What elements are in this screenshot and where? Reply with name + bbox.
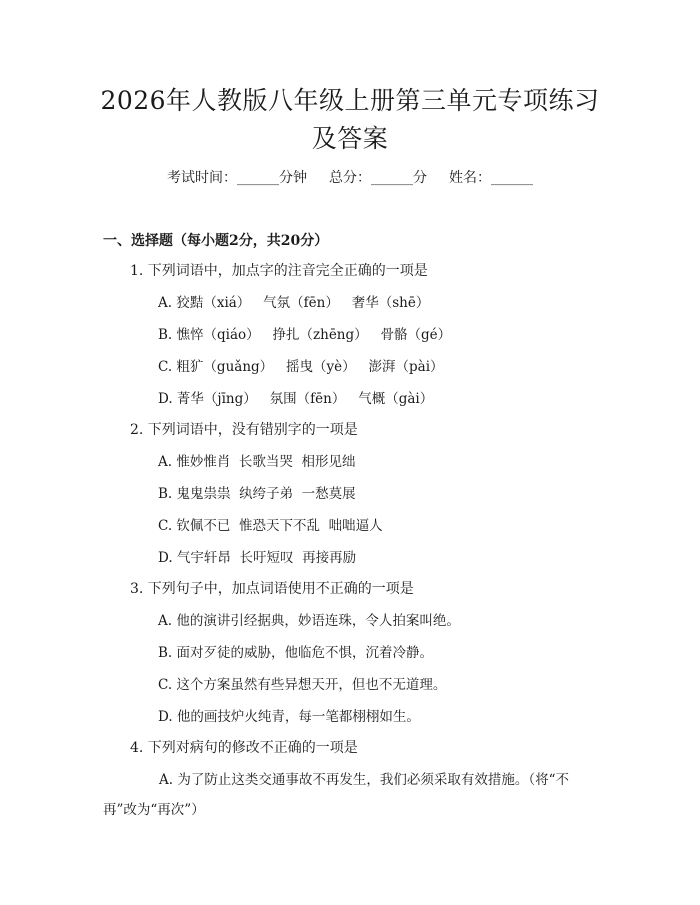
question-2-option-c: C. 钦佩不已 惟恐天下不乱 咄咄逼人 xyxy=(158,518,383,534)
question-1-stem: 1. 下列词语中，加点字的注音完全正确的一项是 xyxy=(130,263,428,279)
question-2-option-d: D. 气宇轩昂 长吁短叹 再接再励 xyxy=(158,550,357,566)
document-title xyxy=(0,82,700,158)
question-2-stem: 2. 下列词语中，没有错别字的一项是 xyxy=(130,422,358,438)
exam-time-field: 考试时间：______分钟 xyxy=(167,170,307,186)
question-3-option-d: D. 他的画技炉火纯青，每一笔都栩栩如生。 xyxy=(158,709,420,725)
question-3-option-a: A. 他的演讲引经据典，妙语连珠，令人拍案叫绝。 xyxy=(158,613,460,629)
title-line-2: 及答案 xyxy=(311,124,389,153)
title-line-1: 2026年人教版八年级上册第三单元专项练习 xyxy=(100,86,600,115)
question-1-option-a: A. 狡黠（xiá） 气氛（fēn） 奢华（shē） xyxy=(158,295,430,311)
question-2-option-b: B. 鬼鬼祟祟 纨绔子弟 一愁莫展 xyxy=(158,486,356,502)
section-heading: 一、选择题（每小题2分，共20分） xyxy=(103,233,329,249)
question-2-option-a: A. 惟妙惟肖 长歌当哭 相形见绌 xyxy=(158,454,356,470)
exam-meta xyxy=(0,167,700,189)
question-3-option-c: C. 这个方案虽然有些异想天开，但也不无道理。 xyxy=(158,677,447,693)
question-1-option-d: D. 菁华（jīng） 氛围（fēn） 气概（gài） xyxy=(158,391,434,407)
question-1-option-b: B. 憔悴（qiáo） 挣扎（zhēng） 骨骼（gé） xyxy=(158,327,452,343)
question-4-option-a: A. 为了防止这类交通事故不再发生，我们必须采取有效措施。（将“不再”改为“再次”） xyxy=(103,772,569,818)
student-name-field: 姓名：______ xyxy=(449,170,533,186)
question-1-option-c: C. 粗犷（guǎng） 摇曳（yè） 澎湃（pài） xyxy=(158,359,444,375)
question-3-stem: 3. 下列句子中，加点词语使用不正确的一项是 xyxy=(130,581,414,597)
total-score-field: 总分：______分 xyxy=(329,170,427,186)
question-3-option-b: B. 面对歹徒的威胁，他临危不惧，沉着冷静。 xyxy=(158,645,434,661)
question-4-stem: 4. 下列对病句的修改不正确的一项是 xyxy=(130,740,358,756)
